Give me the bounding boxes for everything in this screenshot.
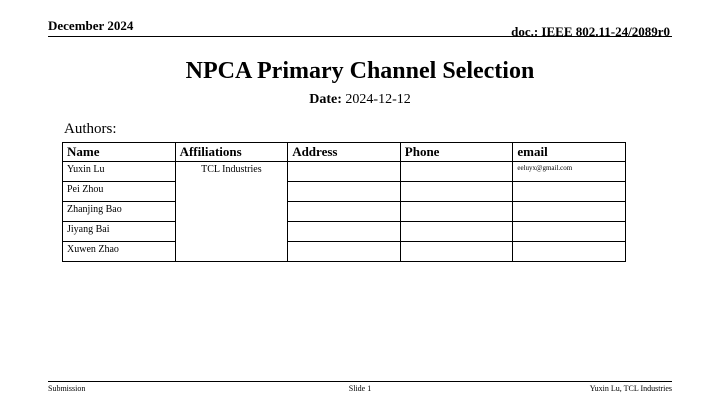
table-row <box>63 222 626 242</box>
author-address <box>288 222 401 242</box>
author-address <box>288 202 401 222</box>
header-rule <box>48 36 672 37</box>
footer-rule <box>48 381 672 382</box>
author-email <box>513 202 626 222</box>
authors-label: Authors: <box>64 121 117 137</box>
header-date: December 2024 <box>48 18 134 33</box>
column-header-email: email <box>513 143 626 162</box>
author-email <box>513 222 626 242</box>
footer-author: Yuxin Lu, TCL Industries <box>589 384 672 393</box>
author-name: Pei Zhou <box>63 182 176 202</box>
date-value: 2024-12-12 <box>345 92 411 107</box>
slide-date <box>0 92 720 108</box>
column-header-name: Name <box>63 143 176 162</box>
author-affiliation: TCL Industries <box>175 162 288 262</box>
author-phone <box>400 182 513 202</box>
table-row <box>63 202 626 222</box>
author-phone <box>400 162 513 182</box>
footer-slide-number: Slide 1 <box>348 384 372 393</box>
table-row <box>63 242 626 262</box>
footer-submission: Submission <box>48 384 86 393</box>
table-row <box>63 162 626 182</box>
column-header-phone: Phone <box>400 143 513 162</box>
date-label: Date: <box>309 92 342 107</box>
header-doc-id: doc.: IEEE 802.11-24/2089r0 <box>511 24 670 39</box>
column-header-address: Address <box>288 143 401 162</box>
author-email: eeluyx@gmail.com <box>513 162 626 182</box>
author-phone <box>400 242 513 262</box>
table-header-row <box>63 143 626 162</box>
author-phone <box>400 202 513 222</box>
author-phone <box>400 222 513 242</box>
authors-table <box>62 142 626 262</box>
author-name: Xuwen Zhao <box>63 242 176 262</box>
author-name: Jiyang Bai <box>63 222 176 242</box>
table-row <box>63 182 626 202</box>
column-header-affiliations: Affiliations <box>175 143 288 162</box>
author-name: Yuxin Lu <box>63 162 176 182</box>
author-email <box>513 182 626 202</box>
author-address <box>288 242 401 262</box>
slide-title: NPCA Primary Channel Selection <box>185 58 535 84</box>
author-address <box>288 162 401 182</box>
author-name: Zhanjing Bao <box>63 202 176 222</box>
author-address <box>288 182 401 202</box>
author-email <box>513 242 626 262</box>
